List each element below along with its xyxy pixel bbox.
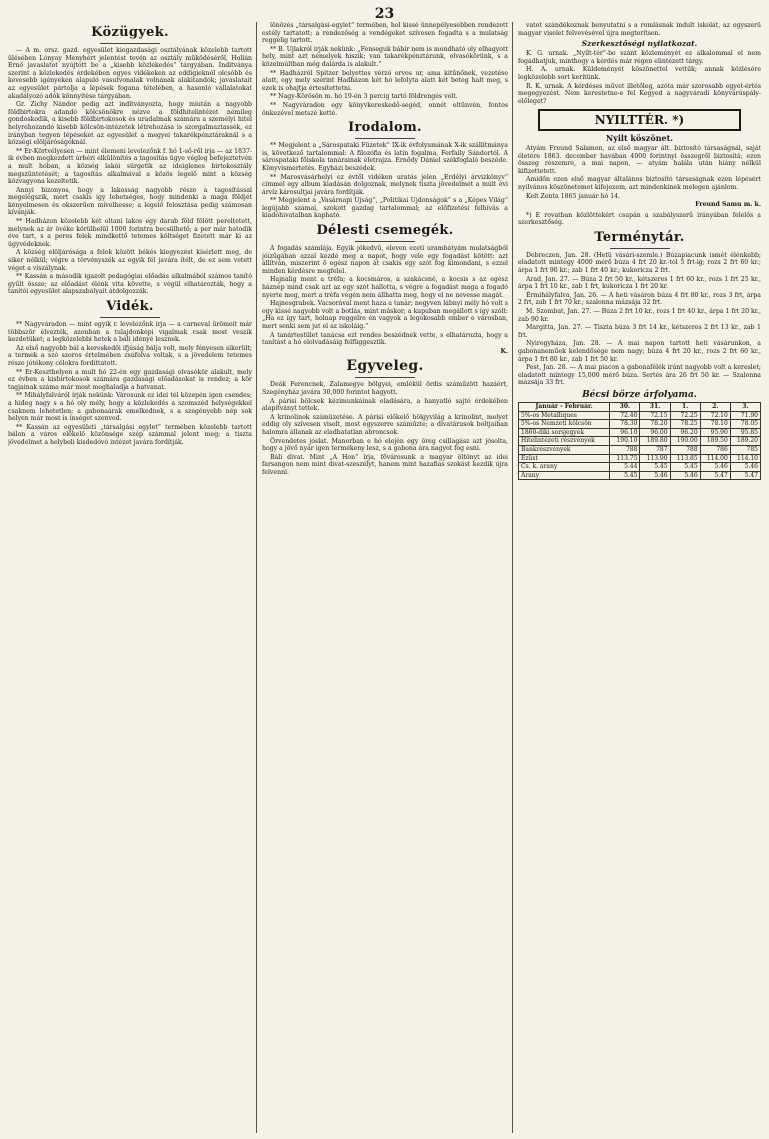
article-paragraph: ** Kassán a második igazolt pedagógiai előadás alkalmából számos tanító gyűlt össze; az előadást élénk vita követte, s végül elhatározták, hogy a tanítói egyesület alapszabályait átdolgozzák.	[8, 273, 252, 296]
bourse-price-cell: 5.44	[610, 463, 640, 472]
section-heading-videk: Vidék.	[106, 299, 154, 314]
bourse-price-cell: 114.00	[700, 454, 730, 463]
column-2	[262, 22, 508, 1133]
bourse-table	[518, 390, 761, 480]
bourse-price-cell: 72.40	[610, 411, 640, 420]
market-report: Nyiregyháza, Jan. 28. — A mai napon tartott heti vásárunkon, a gabonaneműek kelendősége nem nagy; búza 4 frt 20 kr., rozs 2 frt 60 kr., árpa 1 frt 80 kr., zab 1 frt 50 kr.	[518, 340, 761, 363]
section-heading-szerkesztosegi: Szerkesztőségi nyilatkozat.	[581, 39, 698, 49]
bourse-security-name: 5%-os Metalliques	[519, 411, 610, 420]
divider	[355, 241, 415, 242]
bourse-price-cell: 5.45	[670, 463, 700, 472]
divider	[610, 248, 670, 249]
divider	[100, 43, 160, 44]
section-heading-egyveleg: Egyveleg.	[346, 358, 424, 375]
table-row	[519, 411, 761, 420]
divider	[100, 317, 160, 318]
article-paragraph: A párisi bölcsek kézimunkáinak eladására, a hanyatló sajtó érdekében alapítványt tettek.	[262, 397, 508, 413]
article-paragraph: ** Hadházon közelebb két oltani lakos egy darab föld fölött pereltetett, melynek az ár övéke körülbelül 1000 forintra becsülhető; a per már hatodik éve tart, s a peres felek mindkettő tetemes költséget fizetett már ki az ügyvédeknek.	[8, 218, 252, 248]
bourse-price-cell: 113.85	[670, 454, 700, 463]
bourse-price-cell: 72.25	[670, 411, 700, 420]
article-paragraph: A krinolinok számüzetése. A párisi előkelő hölgyvilág a krinolint, melyet eddig oly szívesen viselt, most egyszerre száműzte; a divatárusok boltjaiban halomra állanak az eladhatatlan abroncsok.	[262, 413, 508, 436]
bourse-price-cell: 189.50	[700, 437, 730, 446]
bourse-price-cell: 5.45	[640, 463, 670, 472]
article-paragraph: ** B. Ujlakról irják nekünk: „Fenseguk bábir nem is mondható oly elhagyott hely, mint azt némelyek hiszik; van takarékpénztárunk, olvasókörünk, s a közelmúltban még dalárda is alakult.“	[262, 45, 508, 68]
article-paragraph: — A m. orsz. gazd. egyesület kiegazdasági osztályának közelebb tartott ülésében Lónyay Menyhért jelentést tevén az osztály működéséről, Hollán Ernő javaslatot nyújtott be a „kisebb közlekedés“ tárgyában. Indítványa szerint a közlekedés érdekében egyes vidékeken az eddigieknél olcsóbb és kevesebb igényeken alapuló vasutvonalak volnának alakitandók; javaslatait az egyesület pártolja a lépések fogana tételében, a hasonló vállalatokat akadályozó adók könnyítése tárgyában.	[8, 47, 252, 100]
market-report: Margitta, Jan. 27. — Tiszta búza 3 frt 14 kr., kétszeres 2 frt 13 kr., zab 1 frt.	[518, 324, 761, 339]
table-row	[519, 428, 761, 437]
bourse-security-name: Cs. k. arany	[519, 463, 610, 472]
bourse-price-cell: 72.15	[640, 411, 670, 420]
bourse-price-cell: 5.46	[640, 471, 670, 480]
bourse-security-name: 1860-diki sorsjegyek	[519, 428, 610, 437]
notice-paragraph: Kelt Zenta 1865 január hó 14.	[526, 192, 621, 200]
column-3	[518, 22, 761, 1133]
bourse-header-cell: 1.	[670, 402, 700, 411]
bourse-price-cell: 5.46	[700, 463, 730, 472]
article-paragraph: lönözés „társalgási-egylet“ termében, hol kissé ünnepélyesebben rendezett estély tartatott; a rendezőség a vendégeket szívesen fogadta s a mulatság reggelig tartott.	[262, 22, 508, 45]
article-paragraph: Báli divat. Mint „A Hon“ írja, fővárosunk a magyar öltönyt az idei farsangon nem mint divat-szeszélyt, hanem mint hazafias szokást kezdik újra felvenni.	[262, 453, 508, 476]
section-heading-kozugyek: Közügyek.	[91, 25, 169, 40]
article-paragraph: Deák Ferencnek, Zalamegye bölgyei, emlékül ördis száműzött hazáért, Szegényház javára 30,000 forintot hagyott.	[262, 381, 508, 396]
bourse-price-cell: 113.75	[610, 454, 640, 463]
table-row	[519, 420, 761, 429]
article-paragraph: K. G. urnak. „Nyílt-tér“-be szánt közleményét ez alkalommal el nem fogadhatjuk, minthogy a kérdés már régen elintézett tárgy.	[518, 50, 761, 65]
bourse-price-cell: 96.10	[610, 428, 640, 437]
bourse-header-cell: Január - Február.	[519, 402, 610, 411]
bourse-price-cell: 113.90	[640, 454, 670, 463]
bourse-price-cell: 78.20	[640, 420, 670, 429]
column-1	[8, 22, 252, 1133]
bourse-security-name: Bankrészvények	[519, 445, 610, 454]
market-report: Érmihályfalva, Jan. 26. — A heti vásáron búza 4 frt 80 kr., rozs 3 frt, árpa 2 frt, zab 1 frt 70 kr.; szalonna mázsája 32 frt.	[518, 291, 761, 307]
bourse-price-cell: 787	[640, 445, 670, 454]
notice-paragraph: Amidőn ezen első magyar általános biztosító társaságnak ezen lépésért nyilvános köszönetemet kifejezem, azt mindenkinek melegen ajánlom.	[518, 176, 761, 191]
bourse-price-cell: 189.80	[640, 437, 670, 446]
bourse-price-cell: 5.47	[700, 471, 730, 480]
column-rule	[512, 22, 513, 1133]
article-paragraph: ** Nagyváradon — mint egyik r. levelezőnk irja — a carneval ürömeit már többször élvezték, azonban a tulajdonképi vigalmak csak most veszik kezdetüket; a legközelebbi hetek a báli idényé lesznek.	[8, 321, 252, 344]
table-row	[519, 471, 761, 480]
bourse-price-cell: 189.20	[730, 437, 760, 446]
bourse-security-name: Ezüst	[519, 454, 610, 463]
article-signature: K.	[500, 347, 508, 355]
article-paragraph: Hajnesgrabek. Vacsorával ment haza a tanár; negyven lábnyi mély hó volt s egy kissé nagyobb volt a botlás, mint máskor; a kapuban megállott s így szólt: „Ha ez így tart, holnap reggelre én vagyok a legokosabb ember e városban, mert senki sem jut el az iskoláig.“	[262, 300, 508, 330]
bourse-price-cell: 95.85	[730, 428, 760, 437]
bourse-price-cell: 5.46	[670, 471, 700, 480]
bourse-price-cell: 786	[700, 445, 730, 454]
article-paragraph: Örvendetes jóslat. Manorban e hó elején egy öreg csillagász azt jósolta, hogy a jövő nyár igen termékeny lesz, s a gabona ára nagyot fog esni.	[262, 437, 508, 453]
article-paragraph: ** Hadházról Spitzer belyettes vérzó orvos ur, ama kitűnőnek, vezetése alatt, egy mely szerint Hadházon két hó lefolyta alatt két beteg halt meg, s ezek is ohajtja értesítettetni.	[262, 69, 508, 92]
bourse-price-cell: 5.46	[730, 463, 760, 472]
article-paragraph: A község elöljárósága a felek között békés kiegyezést kísérlett meg, de siker nélkül; végre a törvényszék az egyik fél javára ítélt, de ez sem vetett véget a viszálynak.	[8, 249, 252, 272]
notice-title: Nyilt köszönet.	[605, 133, 674, 144]
article-paragraph: H. A. urnak. Küldeményét köszönettel vettük; annak közlésére legközelebb sort kerítünk.	[518, 66, 761, 81]
article-paragraph: Gr. Zichy Nándor pedig azt indítványozta, hogy miután a nagyobb földbirtokra adandó kölcsönökre nézve a földhitelintézet némileg gondoskodik, a kisebb földbirtokosok és uradalmak számára a személyi hitel helyrehozandó kisebb kölcsön-intézetek létrehozása is szorgalmaztassék, ez irányban tegyen lépéseket az egyesület a megyei takarékpénztáraknál s a községi elöljáróságoknál.	[8, 101, 252, 147]
bourse-price-cell: 114.10	[730, 454, 760, 463]
bourse-price-cell: 96.20	[670, 428, 700, 437]
table-row	[519, 445, 761, 454]
section-heading-delesti-csemegek: Délesti csemegék.	[316, 223, 454, 239]
article-paragraph: ** Mihályfalváról írják nekünk: Városunk ez idei tél közepén igen csendes; a hideg nagy s a hó oly mély, hogy a közlekedés a szomszéd helységekkel csaknem lehetetlen; a gabonaárak emelkednek, s a szegényebb nép sok helyen már most is ínséget szenved.	[8, 392, 252, 423]
bourse-price-cell: 190.10	[610, 437, 640, 446]
bourse-price-cell: 78.10	[700, 420, 730, 429]
article-paragraph: Annyi bizonyos, hogy a lakosság nagyobb része a tagosítással megelégszik, mert csakis igy lehetséges, hogy mindenki a maga földjét kényelmesen és okszerűen mívelhesse; a legelő felosztása pedig számosan kívánják.	[8, 186, 252, 217]
bourse-table-header-row	[519, 402, 761, 411]
divider	[355, 138, 415, 139]
market-report: M. Szombat, Jan. 27. — Búza 2 frt 10 kr., rozs 1 frt 40 kr., árpa 1 frt 20 kr., zab 90 kr.	[518, 308, 761, 323]
article-paragraph: vatot szándékoznak benyutatni s a romlásnak indult iskolát, az egyszerű magyar viselet felvevésével újra megterítsen.	[518, 22, 761, 37]
bourse-price-cell: 190.00	[670, 437, 700, 446]
article-paragraph: Az első nagyobb bál a kereskedői ifjúság bálja volt, mely fényesen sikerült; a termek a szó szoros értelmében zsúfolva voltak, s a jövedelem tetemes része jótékony célokra fordíttatott.	[8, 344, 252, 367]
section-heading-termenytar: Terménytár.	[594, 229, 685, 245]
bourse-price-cell: 78.25	[670, 420, 700, 429]
article-paragraph: ** Marosvásárhelyi ez évtől vidéken uratás jelen „Erdélyi árvizkönyv“ címmel egy album kiadásán dolgoznak, melynek tiszta jövedelmét a múlt évi árvíz károsultjai javára fordítják.	[262, 173, 508, 196]
article-paragraph: ** Megjelent a „Vasárnapi Ujság“, „Politikai Ujdonságok“ s a „Képes Világ“ legújabb számai, szokott gazdag tartalommal; az előfizetési felhívás a kiadóhivatalban kapható.	[262, 197, 508, 220]
bourse-header-cell: 31.	[640, 402, 670, 411]
article-paragraph: ** Kassán az egyesületi „társalgási egylet“ termében közelebb tartott bálon a város előkelő közönsége szép számmal jelent meg; a tiszta jövedelmet a helybeli kisdedóvó intézet javára fordítják.	[8, 423, 252, 446]
article-paragraph: ** Er-Körtvélyesen — mint élemeni levelezőnk f. hó 1-ső-ről irja — az 1837-ik évben megkezdett úrbéri elkülönítés a tagosítás ügye végleg befejeztetvén a mult hóban, a község lakói sürgetik az ideiglenes birtokosztály megszüntetését; a tagosítás alkalmával a közös legelő mint a község közvagyona kezeltetik.	[8, 147, 252, 186]
article-paragraph: A fogadás számlája. Egyik jókedvű, eleven ezeti urambátyám mulatságból jóizűgában azzal kezdé meg a napot, hogy vele egy fogadást kötött: azt állítván, miszerint ő egész napon át csakis egy szót fog kimondani, s ezzel minden kérdésre megfelel.	[262, 245, 508, 275]
bourse-price-cell: 5.47	[730, 471, 760, 480]
table-row	[519, 437, 761, 446]
article-paragraph: A tanártestület tanácsa ezt rendes beszédnek vette, s elhatározta, hogy a tanítást a hó elolvadásáig felfüggesztik.	[262, 331, 508, 347]
divider	[355, 377, 415, 378]
bourse-table-caption: Bécsi börze árfolyama.	[582, 389, 697, 400]
bourse-security-name: 5%-os Nemzeti kölcsön	[519, 420, 610, 429]
section-heading-irodalom: Irodalom.	[348, 120, 422, 136]
table-row	[519, 454, 761, 463]
article-paragraph: ** Er-Keszthelyen a mult hó 22-én egy gazdasági olvasókör alakult, mely ez évben a kisbirtokosok számára gazdasági előadásokat is rendez; a kör tagjainak száma már most meghaladja a hatvanat.	[8, 368, 252, 391]
bourse-table-body	[519, 411, 761, 480]
market-report: Pest, Jan. 28. — A mai piacon a gabonafélék iránt nagyobb volt a kereslet; eladatott mintegy 15,000 mérő búza. Sertés ára 26 frt 50 kr. — Szalonna mázsája 33 frt.	[518, 364, 761, 387]
bourse-price-cell: 72.10	[700, 411, 730, 420]
bourse-header-cell: 2.	[700, 402, 730, 411]
bourse-header-cell: 30.	[610, 402, 640, 411]
bourse-security-name: Hitelintézeti részvények	[519, 437, 610, 446]
article-paragraph: ** Nagy-Körösön m. hó 19-én 3 percig tartó földrengés volt.	[270, 93, 458, 101]
market-report: Arad, Jan. 27. — Búza 2 frt 50 kr., kétszeres 1 frt 60 kr., rozs 1 frt 25 kr., árpa 1 frt 10 kr., zab 1 frt, kukoricza 1 frt 20 kr.	[518, 275, 761, 291]
bourse-price-cell: 785	[730, 445, 760, 454]
notice-paragraph: Atyám Freund Salamon, az első magyar ált. biztosító társaságnál, saját életére 1863. december havában 4000 forintnyi összegről biztosítá; ezen összeg részemre, a mai napon, — atyám halála után hiány nélkül kifizettetett.	[518, 144, 761, 175]
bourse-price-cell: 95.90	[700, 428, 730, 437]
article-paragraph: R. K. urnak. A kérdéses művet illetőleg, azóta már szorosabb egyet-értés megegyezést. Nem kerestetne-e fel Kegyed a nagyváradi könyvárúspály-előleget?	[518, 82, 761, 105]
bourse-price-cell: 78.05	[730, 420, 760, 429]
notice-signature: Freund Samu m. k.	[695, 201, 761, 209]
bourse-price-cell: 96.00	[640, 428, 670, 437]
footnote: *) E rovatban közlöttekért csupán a szabályszerű irányában felelős a szerkesztőség.	[518, 211, 761, 227]
bourse-price-cell: 71.90	[730, 411, 760, 420]
column-rule	[256, 22, 257, 1133]
section-heading-nyiltter: NYILTTÉR. *)	[538, 109, 741, 131]
article-paragraph: ** Nagyváradon egy könyvkereskedő-segéd, onnét eltűnvén, fontos önkezével metszé ketté.	[262, 101, 508, 117]
article-paragraph: Hajnalig ment a tréfa; a kocsmáros, a szakácsné, a kocsis s az egész háznép mind csak azt az egy szót hallotta, s végre a fogadást maga a fogadó nyerte meg, mert a tréfa végén nem állhatta meg, hogy el ne nevesse magát.	[262, 276, 508, 299]
bourse-price-cell: 78.30	[610, 420, 640, 429]
bourse-price-cell: 788	[670, 445, 700, 454]
bourse-price-cell: 5.45	[610, 471, 640, 480]
page-number: 23	[374, 6, 395, 22]
bourse-price-cell: 788	[610, 445, 640, 454]
bourse-security-name: Arany	[519, 471, 610, 480]
table-row	[519, 463, 761, 472]
bourse-header-cell: 3.	[730, 402, 760, 411]
market-report: Debreczen, Jan. 28. (Hetü vásári-szemle.) Búzapiacunk ismét élénkebb; eladatott mintegy 4000 mérő búza 4 frt 20 kr.-tól 5 frt-ig; rozs 2 frt 60 kr.; árpa 1 frt 90 kr.; zab 1 frt 40 kr.; kukoricza 2 frt.	[518, 251, 761, 275]
article-paragraph: ** Megjelent a „Sárospataki Füzetek“ IX-ik évfolyamának X-ik szállítmánya is, következő tartalommal: A filozófia és latin fogalma, Ferfaily Sándortól. A sárospataki főiskola tanárainak életrajza. Ernődy Dániel székfoglaló beszéde. Könyvismertetés. Egyházi beszédek.	[262, 142, 508, 172]
